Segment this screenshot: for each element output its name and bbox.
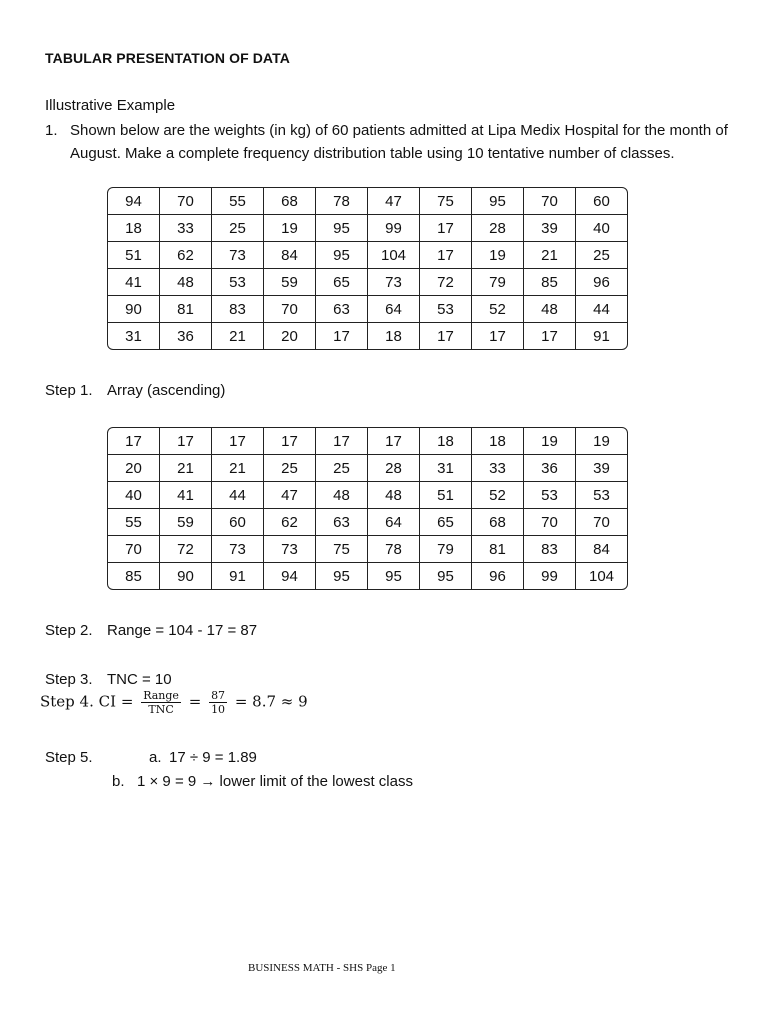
table-cell: 55 xyxy=(108,509,160,536)
problem-statement xyxy=(45,119,735,165)
table-cell: 25 xyxy=(264,455,316,482)
table-cell: 78 xyxy=(316,188,368,215)
table-cell: 83 xyxy=(212,296,264,323)
table-cell: 25 xyxy=(576,242,627,269)
step-4 xyxy=(40,689,308,716)
table-cell: 41 xyxy=(160,482,212,509)
table-row xyxy=(108,536,627,563)
table-cell: 53 xyxy=(524,482,576,509)
table-cell: 64 xyxy=(368,509,420,536)
step-1-label: Step 1. xyxy=(45,382,93,399)
table-cell: 31 xyxy=(420,455,472,482)
table-cell: 28 xyxy=(472,215,524,242)
table-cell: 47 xyxy=(264,482,316,509)
step-1-text: Array (ascending) xyxy=(107,382,226,399)
table-row xyxy=(108,215,627,242)
table-cell: 20 xyxy=(108,455,160,482)
table-row xyxy=(108,296,627,323)
table-row xyxy=(108,323,627,349)
table-cell: 31 xyxy=(108,323,160,349)
step-5-label: Step 5. xyxy=(45,749,93,766)
table-cell: 85 xyxy=(108,563,160,589)
table-cell: 19 xyxy=(264,215,316,242)
table-cell: 59 xyxy=(264,269,316,296)
table-cell: 40 xyxy=(576,215,627,242)
table-cell: 70 xyxy=(264,296,316,323)
table-cell: 28 xyxy=(368,455,420,482)
table-cell: 17 xyxy=(368,428,420,455)
table-cell: 96 xyxy=(472,563,524,589)
table-cell: 21 xyxy=(160,455,212,482)
table-cell: 73 xyxy=(212,536,264,563)
table-cell: 48 xyxy=(160,269,212,296)
page-footer: BUSINESS MATH - SHS Page 1 xyxy=(248,962,396,974)
table-cell: 40 xyxy=(108,482,160,509)
table-cell: 48 xyxy=(316,482,368,509)
fraction-numerator: Range xyxy=(143,689,179,702)
table-row xyxy=(108,563,627,589)
table-cell: 73 xyxy=(264,536,316,563)
table-cell: 60 xyxy=(576,188,627,215)
table-cell: 95 xyxy=(472,188,524,215)
table-cell: 104 xyxy=(368,242,420,269)
fraction-denominator: TNC xyxy=(148,703,174,716)
table-cell: 47 xyxy=(368,188,420,215)
table-cell: 19 xyxy=(524,428,576,455)
step-2-label: Step 2. xyxy=(45,622,93,639)
table-cell: 104 xyxy=(588,567,615,585)
table-cell: 72 xyxy=(160,536,212,563)
table-cell: 62 xyxy=(160,242,212,269)
table-cell: 44 xyxy=(576,296,627,323)
step-2 xyxy=(45,622,257,639)
table-cell: 53 xyxy=(212,269,264,296)
table-cell: 65 xyxy=(420,509,472,536)
step-3-label: Step 3. xyxy=(45,671,93,688)
table-cell: 62 xyxy=(264,509,316,536)
table-cell: 90 xyxy=(108,296,160,323)
table-cell: 21 xyxy=(524,242,576,269)
table-cell: 17 xyxy=(524,323,576,349)
table-cell: 95 xyxy=(316,242,368,269)
table-cell: 70 xyxy=(160,188,212,215)
table-cell: 99 xyxy=(368,215,420,242)
table-cell: 36 xyxy=(160,323,212,349)
table-cell: 90 xyxy=(160,563,212,589)
table-row xyxy=(108,188,627,215)
table-cell: 17 xyxy=(420,242,472,269)
problem-text: Shown below are the weights (in kg) of 60 patients admitted at Lipa Medix Hospital for the month of August. Make a complete frequency distribution table using 10 tentative number of classes. xyxy=(70,122,728,162)
step-3 xyxy=(45,671,172,688)
step-3-text: TNC = 10 xyxy=(107,671,172,688)
table-cell: 25 xyxy=(316,455,368,482)
table-cell: 17 xyxy=(160,428,212,455)
table-cell: 36 xyxy=(524,455,576,482)
table-cell: 25 xyxy=(212,215,264,242)
table-cell: 20 xyxy=(264,323,316,349)
table-cell: 53 xyxy=(576,482,627,509)
table-cell: 18 xyxy=(368,323,420,349)
table-cell: 95 xyxy=(316,215,368,242)
table-row xyxy=(108,509,627,536)
table-row xyxy=(108,269,627,296)
step-5b xyxy=(112,773,413,790)
table-cell: 17 xyxy=(472,323,524,349)
step-4-label: Step 4. xyxy=(40,692,94,711)
table-cell: 19 xyxy=(472,242,524,269)
table-cell: 18 xyxy=(420,428,472,455)
step-5b-text: 1 × 9 = 9 → lower limit of the lowest class xyxy=(137,773,413,790)
table-cell: 19 xyxy=(576,428,627,455)
table-cell: 94 xyxy=(264,563,316,589)
table-cell: 17 xyxy=(212,428,264,455)
raw-data-table xyxy=(107,187,628,350)
table-cell: 17 xyxy=(316,323,368,349)
step-4-lhs: CI = xyxy=(98,692,134,711)
table-cell: 65 xyxy=(316,269,368,296)
table-cell: 60 xyxy=(212,509,264,536)
table-cell: 39 xyxy=(524,215,576,242)
table-cell: 33 xyxy=(472,455,524,482)
table-cell: 51 xyxy=(108,242,160,269)
table-cell: 18 xyxy=(108,215,160,242)
table-cell: 78 xyxy=(368,536,420,563)
table-cell: 79 xyxy=(472,269,524,296)
table-cell: 17 xyxy=(316,428,368,455)
table-cell: 72 xyxy=(420,269,472,296)
table-cell: 63 xyxy=(316,296,368,323)
step-4-result: = 8.7 ≈ 9 xyxy=(234,692,308,711)
step-2-text: Range = 104 - 17 = 87 xyxy=(107,622,258,639)
subheading: Illustrative Example xyxy=(45,97,176,114)
table-row xyxy=(108,482,627,509)
fraction-denominator: 10 xyxy=(211,703,226,716)
step-4-equals: = xyxy=(188,692,202,711)
table-row xyxy=(108,428,627,455)
table-cell: 70 xyxy=(524,188,576,215)
table-cell: 84 xyxy=(576,536,627,563)
table-cell: 18 xyxy=(472,428,524,455)
step-5 xyxy=(45,749,257,766)
numeric-fraction xyxy=(209,689,227,716)
table-cell: 41 xyxy=(108,269,160,296)
table-cell: 63 xyxy=(316,509,368,536)
table-cell: 48 xyxy=(368,482,420,509)
table-cell: 68 xyxy=(264,188,316,215)
table-cell: 70 xyxy=(108,536,160,563)
table-cell: 84 xyxy=(264,242,316,269)
table-cell: 83 xyxy=(524,536,576,563)
table-cell: 52 xyxy=(472,482,524,509)
table-row xyxy=(108,455,627,482)
table-cell: 91 xyxy=(212,563,264,589)
step-5a-label: a. xyxy=(149,749,162,766)
table-cell: 68 xyxy=(472,509,524,536)
table-cell: 51 xyxy=(420,482,472,509)
table-cell: 59 xyxy=(160,509,212,536)
table-cell: 95 xyxy=(368,563,420,589)
step-1 xyxy=(45,382,225,399)
table-cell: 44 xyxy=(212,482,264,509)
table-cell: 55 xyxy=(212,188,264,215)
table-cell: 73 xyxy=(212,242,264,269)
table-cell: 73 xyxy=(368,269,420,296)
table-cell: 81 xyxy=(160,296,212,323)
table-cell: 70 xyxy=(576,509,627,536)
table-cell: 64 xyxy=(368,296,420,323)
problem-number: 1. xyxy=(45,122,58,139)
page-title: TABULAR PRESENTATION OF DATA xyxy=(45,50,290,66)
table-cell: 52 xyxy=(472,296,524,323)
table-cell: 91 xyxy=(593,327,610,345)
table-cell: 21 xyxy=(212,455,264,482)
table-cell: 94 xyxy=(108,188,160,215)
step-5a-text: 17 ÷ 9 = 1.89 xyxy=(169,749,257,766)
table-cell: 96 xyxy=(576,269,627,296)
table-cell: 53 xyxy=(420,296,472,323)
table-cell: 70 xyxy=(524,509,576,536)
table-cell: 17 xyxy=(420,215,472,242)
table-cell: 33 xyxy=(160,215,212,242)
table-cell: 21 xyxy=(212,323,264,349)
table-cell: 17 xyxy=(420,323,472,349)
table-cell: 17 xyxy=(264,428,316,455)
step-5b-label: b. xyxy=(112,773,125,790)
table-cell: 75 xyxy=(316,536,368,563)
table-cell: 39 xyxy=(576,455,627,482)
table-cell: 99 xyxy=(524,563,576,589)
table-cell: 95 xyxy=(316,563,368,589)
table-cell: 17 xyxy=(108,428,160,455)
table-cell: 81 xyxy=(472,536,524,563)
table-cell: 75 xyxy=(420,188,472,215)
sorted-data-table xyxy=(107,427,628,590)
table-cell: 48 xyxy=(524,296,576,323)
range-over-tnc-fraction xyxy=(141,689,181,716)
fraction-numerator: 87 xyxy=(211,689,226,702)
table-cell: 85 xyxy=(524,269,576,296)
table-cell: 95 xyxy=(420,563,472,589)
table-row xyxy=(108,242,627,269)
table-cell: 79 xyxy=(420,536,472,563)
